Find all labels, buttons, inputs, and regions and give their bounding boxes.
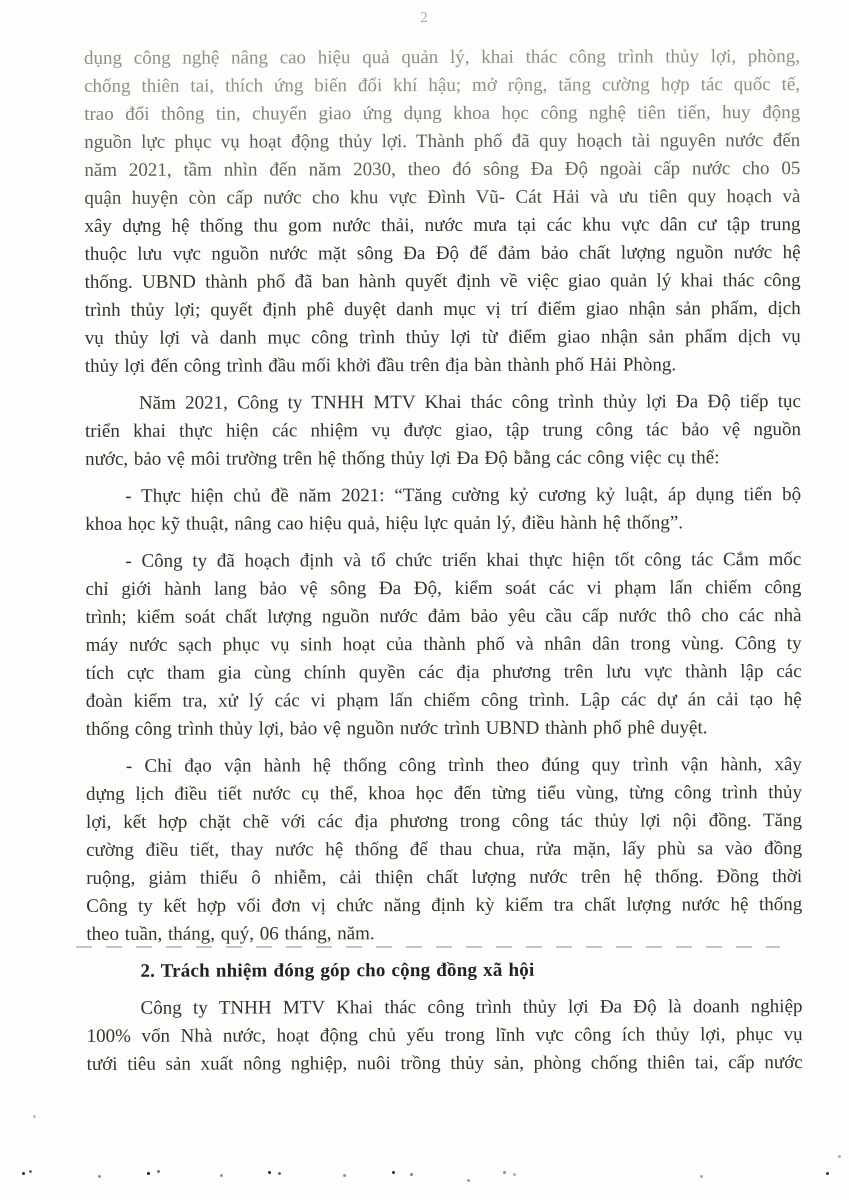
section-2-heading (86, 956, 802, 986)
text-line: thủy lợi đến công trình đầu mối khởi đầu trên địa bàn thành phố Hải Phòng. (84, 354, 677, 377)
text-line: - Thực hiện chủ đề năm 2021: “Tăng cường kỷ cương kỷ luật, áp dụng tiến bộ (125, 484, 802, 507)
text-line: nguồn lực phục vụ hoạt động thủy lợi. Thành phố đã quy hoạch tài nguyên nước đến (84, 130, 801, 153)
text-line: nước, bảo vệ môi trường trên hệ thống thủy lợi Đa Độ bằng các công việc cụ thể: (85, 447, 720, 470)
paragraph-van-hanh (86, 751, 803, 949)
text-line: cường điều tiết, thay nước hệ thống để thau chua, rửa mặn, lấy phù sa vào đồng (86, 838, 803, 861)
text-line: Công ty TNHH MTV Khai thác công trình thủy lợi Đa Độ là doanh nghiệp (140, 996, 803, 1019)
text-line: thống công trình thủy lợi, bảo vệ nguồn nước trình UBND thành phố phê duyệt. (85, 717, 708, 740)
paragraph-doanh-nghiep (86, 993, 802, 1079)
text-line: trình; kiểm soát chất lượng nguồn nước đảm bảo yêu cầu cấp nước thô cho các nhà (85, 605, 802, 628)
text-line: Năm 2021, Công ty TNHH MTV Khai thác công trình thủy lợi Đa Độ tiếp tục (138, 391, 801, 414)
text-line: dựng lịch điều tiết nước cụ thể, khoa học đến từng tiểu vùng, từng công trình thủy (85, 782, 802, 805)
scan-artifact-dashed-line (76, 946, 780, 948)
text-line: tích cực tham gia cùng chính quyền các địa phương trên lưu vực thành lập các (85, 661, 802, 684)
text-line: vụ thủy lợi và danh mục công trình thủy lợi từ điểm giao nhận sản phẩm dịch vụ (84, 326, 801, 349)
text-line: đoàn kiểm tra, xử lý các vi phạm lấn chiếm công trình. Lập các dự án cải tạo hệ (85, 689, 802, 712)
text-line: - Chỉ đạo vận hành hệ thống công trình theo đúng quy trình vận hành, xây (125, 754, 802, 777)
text-line: trình thủy lợi; quyết định phê duyệt danh mục vị trí điểm giao nhận sản phẩm, dịch (84, 298, 801, 321)
document-body (84, 43, 803, 1079)
text-line: dụng công nghệ nâng cao hiệu quả quản lý, khai thác công trình thủy lợi, phòng, (84, 46, 801, 69)
text-line: triển khai thực hiện các nhiệm vụ được giao, tập trung công tác bảo vệ nguồn (84, 419, 802, 442)
paragraph-nam-2021 (85, 388, 801, 474)
text-line: máy nước sạch phục vụ sinh hoạt của thành phố và nhân dân trong vùng. Công ty (85, 633, 802, 656)
text-line: năm 2021, tầm nhìn đến năm 2030, theo đó sông Đa Độ ngoài cấp nước cho 05 (84, 158, 801, 181)
text-line: quận huyện còn cấp nước cho khu vực Đình Vũ- Cát Hải và ưu tiên quy hoạch và (84, 186, 801, 209)
paragraph-chu-de-2021 (85, 481, 801, 539)
text-line: 2. Trách nhiệm đóng góp cho cộng đồng xã hội (140, 959, 535, 982)
text-line: chống thiên tai, thích ứng biến đổi khí hậu; mở rộng, tăng cường hợp tác quốc tế, (84, 74, 801, 97)
text-line: khoa học kỹ thuật, nâng cao hiệu quả, hiệu lực quản lý, điều hành hệ thống”. (85, 512, 684, 535)
text-line: 100% vốn Nhà nước, hoạt động chủ yếu trong lĩnh vực công ích thủy lợi, phục vụ (86, 1024, 803, 1047)
text-line: thuộc lưu vực nguồn nước mặt sông Đa Độ để đảm bảo chất lượng nguồn nước hệ (84, 242, 801, 265)
scan-artifact-specks (0, 0, 3, 3)
paragraph-continued (84, 43, 801, 381)
text-line: theo tuần, tháng, quý, 06 tháng, năm. (86, 923, 375, 945)
text-line: ruộng, giảm thiểu ô nhiễm, cải thiện chất lượng nước trên hệ thống. Đồng thời (86, 866, 803, 889)
text-line: chỉ giới hành lang bảo vệ sông Đa Độ, kiểm soát các vi phạm lấn chiếm công (85, 577, 802, 600)
text-line: tưới tiêu sản xuất nông nghiệp, nuôi trồng thủy sản, phòng chống thiên tai, cấp nước (86, 1052, 803, 1075)
paragraph-cam-moc (85, 546, 802, 744)
page-number: 2 (419, 9, 430, 27)
text-line: Công ty kết hợp vối đơn vị chức năng định kỳ kiểm tra chất lượng nước hệ thống (86, 894, 803, 917)
text-line: thống. UBND thành phố đã ban hành quyết định về việc giao quản lý khai thác công (84, 270, 801, 293)
text-line: - Công ty đã hoạch định và tổ chức triển khai thực hiện tốt công tác Cắm mốc (125, 549, 802, 572)
text-line: trao đổi thông tin, chuyển giao ứng dụng khoa học công nghệ tiên tiến, huy động (84, 102, 801, 125)
text-line: xây dựng hệ thống thu gom nước thải, nước mưa tại các khu vực dân cư tập trung (84, 214, 801, 237)
text-line: lợi, kết hợp chặt chẽ với các địa phương trong công tác thủy lợi nội đồng. Tăng (86, 810, 803, 833)
